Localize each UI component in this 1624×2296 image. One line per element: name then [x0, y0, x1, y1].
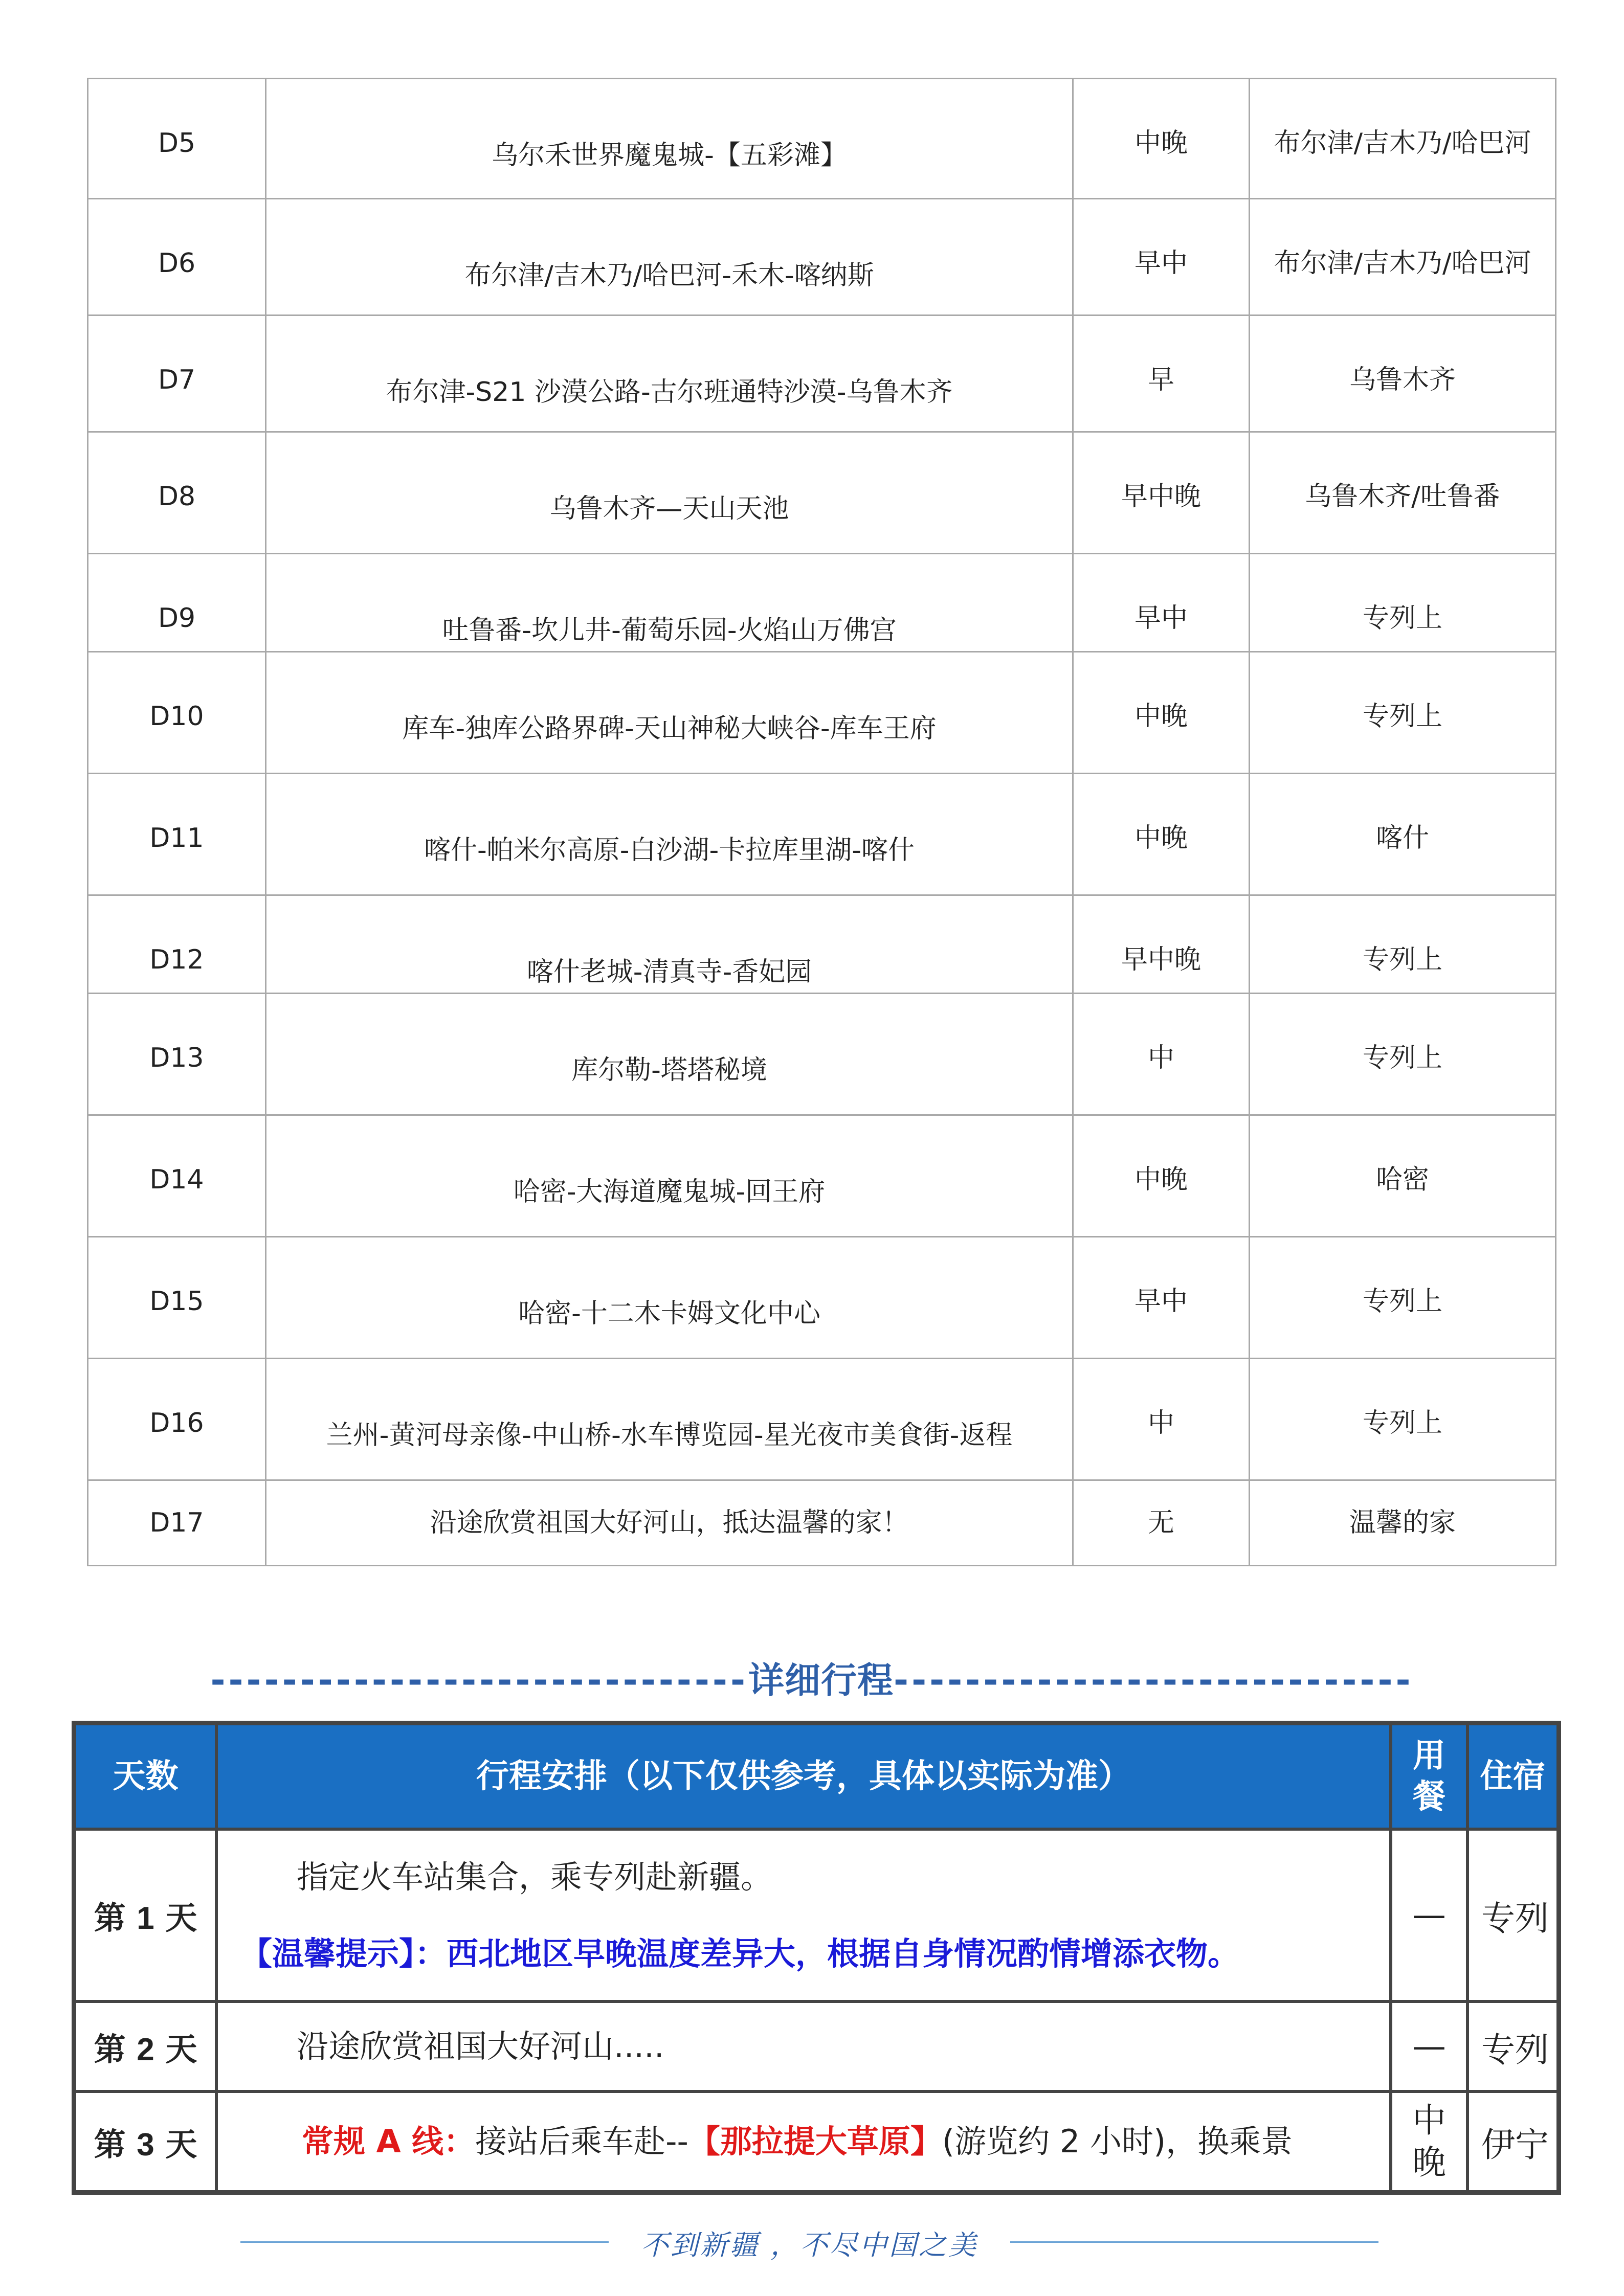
- summary-route-text: 布尔津/吉木乃/哈巴河-禾木-喀纳斯: [464, 260, 874, 291]
- summary-stay: [1250, 554, 1556, 652]
- summary-stay: [1250, 1359, 1556, 1480]
- detail-header-row: [75, 1724, 1558, 1829]
- summary-row: [88, 316, 1556, 432]
- summary-route: [266, 554, 1073, 652]
- warm-tip-title: 【温馨提示】：: [240, 1934, 447, 1972]
- summary-day-text: D17: [149, 1507, 204, 1538]
- summary-stay: [1250, 316, 1556, 432]
- summary-meals: [1073, 432, 1250, 554]
- summary-day-text: D6: [158, 248, 196, 279]
- summary-row: [88, 554, 1556, 652]
- summary-route: [266, 316, 1073, 432]
- summary-day-text: D11: [149, 823, 204, 853]
- summary-route-text: 库尔勒-塔塔秘境: [571, 1055, 767, 1086]
- detail-day-label: [75, 2091, 216, 2192]
- summary-meals-text: 无: [1147, 1507, 1174, 1538]
- itinerary-summary-table: [87, 78, 1556, 1566]
- summary-meals: [1073, 79, 1250, 199]
- summary-day-text: D8: [158, 481, 196, 512]
- summary-row: [88, 1359, 1556, 1480]
- detail-row-day-2: [75, 2001, 1558, 2091]
- summary-route-text: 库车-独库公路界碑-天山神秘大峡谷-库车王府: [402, 713, 937, 744]
- summary-meals-text: 中: [1147, 1408, 1174, 1438]
- detail-day-stay: 专列: [1467, 1829, 1558, 2001]
- day-2-description: 沿途欣赏祖国大好河山.....: [297, 2028, 664, 2065]
- summary-stay: [1250, 895, 1556, 994]
- summary-row: [88, 199, 1556, 316]
- summary-stay: [1250, 199, 1556, 316]
- summary-stay-text: 喀什: [1375, 823, 1429, 853]
- summary-table-body: [88, 79, 1556, 1566]
- summary-day-text: D5: [158, 128, 196, 159]
- summary-meals-text: 早中晚: [1121, 944, 1201, 975]
- warm-tip-body: 西北地区早晚温度差异大，根据自身情况酌情增添衣物。: [447, 1934, 1240, 1972]
- summary-meals-text: 中晚: [1134, 128, 1188, 159]
- summary-meals: [1073, 199, 1250, 316]
- summary-day: [88, 652, 266, 774]
- summary-route: [266, 994, 1073, 1115]
- summary-meals-text: 早中: [1134, 248, 1188, 279]
- summary-row: [88, 1237, 1556, 1359]
- summary-day: [88, 316, 266, 432]
- summary-row: [88, 652, 1556, 774]
- day-3-description: [225, 2116, 1382, 2167]
- header-stay: 住宿: [1467, 1724, 1558, 1829]
- summary-day: [88, 1359, 266, 1480]
- summary-meals-text: 中晚: [1134, 1164, 1188, 1195]
- summary-day: [88, 79, 266, 199]
- summary-stay-text: 专列上: [1362, 944, 1442, 975]
- summary-route-text: 布尔津-S21 沙漠公路-古尔班通特沙漠-乌鲁木齐: [386, 377, 953, 408]
- route-text-after: (游览约 2 小时)，换乘景: [942, 2123, 1293, 2160]
- summary-route: [266, 895, 1073, 994]
- summary-day-text: D9: [158, 603, 196, 634]
- summary-stay: [1250, 79, 1556, 199]
- day-prefix: 第: [94, 2030, 126, 2068]
- detail-day-meal: —: [1391, 2001, 1467, 2091]
- summary-meals-text: 早中: [1134, 1286, 1188, 1317]
- summary-route: [266, 1115, 1073, 1237]
- detail-section-heading: [0, 1652, 1624, 1703]
- day-suffix: 天: [165, 1899, 197, 1937]
- summary-stay-text: 布尔津/吉木乃/哈巴河: [1274, 248, 1531, 279]
- summary-route-text: 哈密-大海道魔鬼城-回王府: [513, 1177, 826, 1207]
- header-day: 天数: [75, 1724, 216, 1829]
- route-label: 常规 A 线：: [302, 2123, 476, 2160]
- summary-stay: [1250, 994, 1556, 1115]
- summary-stay-text: 布尔津/吉木乃/哈巴河: [1274, 128, 1531, 159]
- summary-meals: [1073, 774, 1250, 895]
- detailed-itinerary-table: [72, 1721, 1561, 2195]
- summary-stay: [1250, 432, 1556, 554]
- summary-route: [266, 432, 1073, 554]
- summary-day: [88, 895, 266, 994]
- summary-stay-text: 专列上: [1362, 603, 1442, 634]
- summary-meals-text: 中晚: [1134, 823, 1188, 853]
- meal-line2: 晚: [1412, 2143, 1446, 2182]
- summary-route-text: 喀什-帕米尔高原-白沙湖-卡拉库里湖-喀什: [424, 835, 915, 866]
- summary-row: [88, 994, 1556, 1115]
- detail-day-content: [216, 2001, 1391, 2091]
- route-highlight: 【那拉提大草原】: [688, 2123, 942, 2160]
- summary-meals-text: 中晚: [1134, 701, 1188, 732]
- summary-route-text: 喀什老城-清真寺-香妃园: [526, 957, 812, 987]
- warm-tip: [225, 1928, 1382, 1979]
- summary-stay: [1250, 774, 1556, 895]
- summary-row: [88, 1480, 1556, 1566]
- summary-stay: [1250, 1237, 1556, 1359]
- summary-day: [88, 1480, 266, 1566]
- footer-divider-left: [240, 2241, 609, 2243]
- summary-row: [88, 432, 1556, 554]
- summary-day-text: D13: [149, 1043, 204, 1073]
- summary-stay: [1250, 1480, 1556, 1566]
- summary-route: [266, 1237, 1073, 1359]
- summary-day: [88, 1237, 266, 1359]
- day-suffix: 天: [165, 2125, 197, 2163]
- summary-day: [88, 199, 266, 316]
- summary-stay-text: 哈密: [1375, 1164, 1429, 1195]
- detail-day-content: [216, 1829, 1391, 2001]
- header-content: 行程安排（以下仅供参考，具体以实际为准）: [216, 1724, 1391, 1829]
- summary-meals: [1073, 316, 1250, 432]
- summary-stay-text: 乌鲁木齐: [1349, 365, 1456, 395]
- summary-stay: [1250, 1115, 1556, 1237]
- detail-day-stay: 伊宁: [1467, 2091, 1558, 2192]
- summary-route: [266, 79, 1073, 199]
- detail-day-meal: [1391, 2091, 1467, 2192]
- summary-route: [266, 652, 1073, 774]
- summary-day: [88, 1115, 266, 1237]
- summary-meals: [1073, 895, 1250, 994]
- summary-stay-text: 专列上: [1362, 1043, 1442, 1073]
- summary-meals: [1073, 652, 1250, 774]
- day-number: 3: [137, 2127, 154, 2163]
- summary-route-text: 乌尔禾世界魔鬼城-【五彩滩】: [492, 140, 847, 171]
- summary-stay-text: 温馨的家: [1349, 1507, 1456, 1538]
- day-prefix: 第: [94, 2125, 126, 2163]
- summary-meals: [1073, 1237, 1250, 1359]
- summary-route-text: 乌鲁木齐—天山天池: [549, 493, 789, 524]
- summary-meals: [1073, 994, 1250, 1115]
- summary-meals-text: 早中: [1134, 603, 1188, 634]
- summary-day: [88, 994, 266, 1115]
- summary-day-text: D16: [149, 1408, 204, 1438]
- footer-slogan: 不到新疆 ，不尽中国之美: [640, 2229, 978, 2261]
- summary-day-text: D15: [149, 1286, 204, 1317]
- day-prefix: 第: [94, 1899, 126, 1937]
- day-1-description: 指定火车站集合，乘专列赴新疆。: [297, 1858, 773, 1896]
- detail-day-meal: —: [1391, 1829, 1467, 2001]
- detail-day-label: [75, 2001, 216, 2091]
- day-suffix: 天: [165, 2030, 197, 2068]
- summary-route-text: 兰州-黄河母亲像-中山桥-水车博览园-星光夜市美食街-返程: [326, 1420, 1013, 1451]
- summary-day: [88, 774, 266, 895]
- summary-stay-text: 专列上: [1362, 701, 1442, 732]
- day-number: 2: [137, 2032, 154, 2067]
- day-number: 1: [137, 1901, 154, 1936]
- summary-row: [88, 79, 1556, 199]
- summary-stay-text: 乌鲁木齐/吐鲁番: [1305, 481, 1500, 512]
- summary-route: [266, 1480, 1073, 1566]
- summary-stay: [1250, 652, 1556, 774]
- footer-divider-right: [1010, 2241, 1378, 2243]
- summary-route: [266, 1359, 1073, 1480]
- summary-row: [88, 1115, 1556, 1237]
- summary-route-text: 沿途欣赏祖国大好河山，抵达温馨的家！: [430, 1507, 909, 1538]
- summary-meals-text: 早: [1147, 365, 1174, 395]
- route-text-before: 接站后乘车赴--: [475, 2123, 688, 2160]
- header-meal-line1: 用: [1413, 1737, 1445, 1775]
- summary-day-text: D12: [149, 944, 204, 975]
- summary-stay-text: 专列上: [1362, 1408, 1442, 1438]
- summary-meals: [1073, 1359, 1250, 1480]
- detail-row-day-3: [75, 2091, 1558, 2192]
- heading-title: 详细行程: [748, 1659, 894, 1701]
- summary-route: [266, 199, 1073, 316]
- heading-dashes-right: -----------------------------: [894, 1659, 1414, 1701]
- header-meal: [1391, 1724, 1467, 1829]
- summary-meals: [1073, 1480, 1250, 1566]
- summary-row: [88, 895, 1556, 994]
- summary-day: [88, 432, 266, 554]
- detail-row-day-1: [75, 1829, 1558, 2001]
- summary-route: [266, 774, 1073, 895]
- summary-meals-text: 中: [1147, 1043, 1174, 1073]
- detail-day-stay: 专列: [1467, 2001, 1558, 2091]
- meal-line1: 中: [1412, 2100, 1446, 2140]
- heading-dashes-left: ------------------------------: [210, 1659, 749, 1701]
- summary-route-text: 哈密-十二木卡姆文化中心: [518, 1298, 820, 1329]
- summary-meals-text: 早中晚: [1121, 481, 1201, 512]
- summary-row: [88, 774, 1556, 895]
- summary-day-text: D14: [149, 1164, 204, 1195]
- summary-day: [88, 554, 266, 652]
- summary-route-text: 吐鲁番-坎儿井-葡萄乐园-火焰山万佛宫: [442, 615, 897, 646]
- summary-meals: [1073, 1115, 1250, 1237]
- summary-day-text: D10: [149, 701, 204, 732]
- summary-meals: [1073, 554, 1250, 652]
- summary-stay-text: 专列上: [1362, 1286, 1442, 1317]
- header-meal-line2: 餐: [1413, 1778, 1445, 1816]
- summary-day-text: D7: [158, 365, 196, 395]
- detail-day-label: [75, 1829, 216, 2001]
- detail-day-content: [216, 2091, 1391, 2192]
